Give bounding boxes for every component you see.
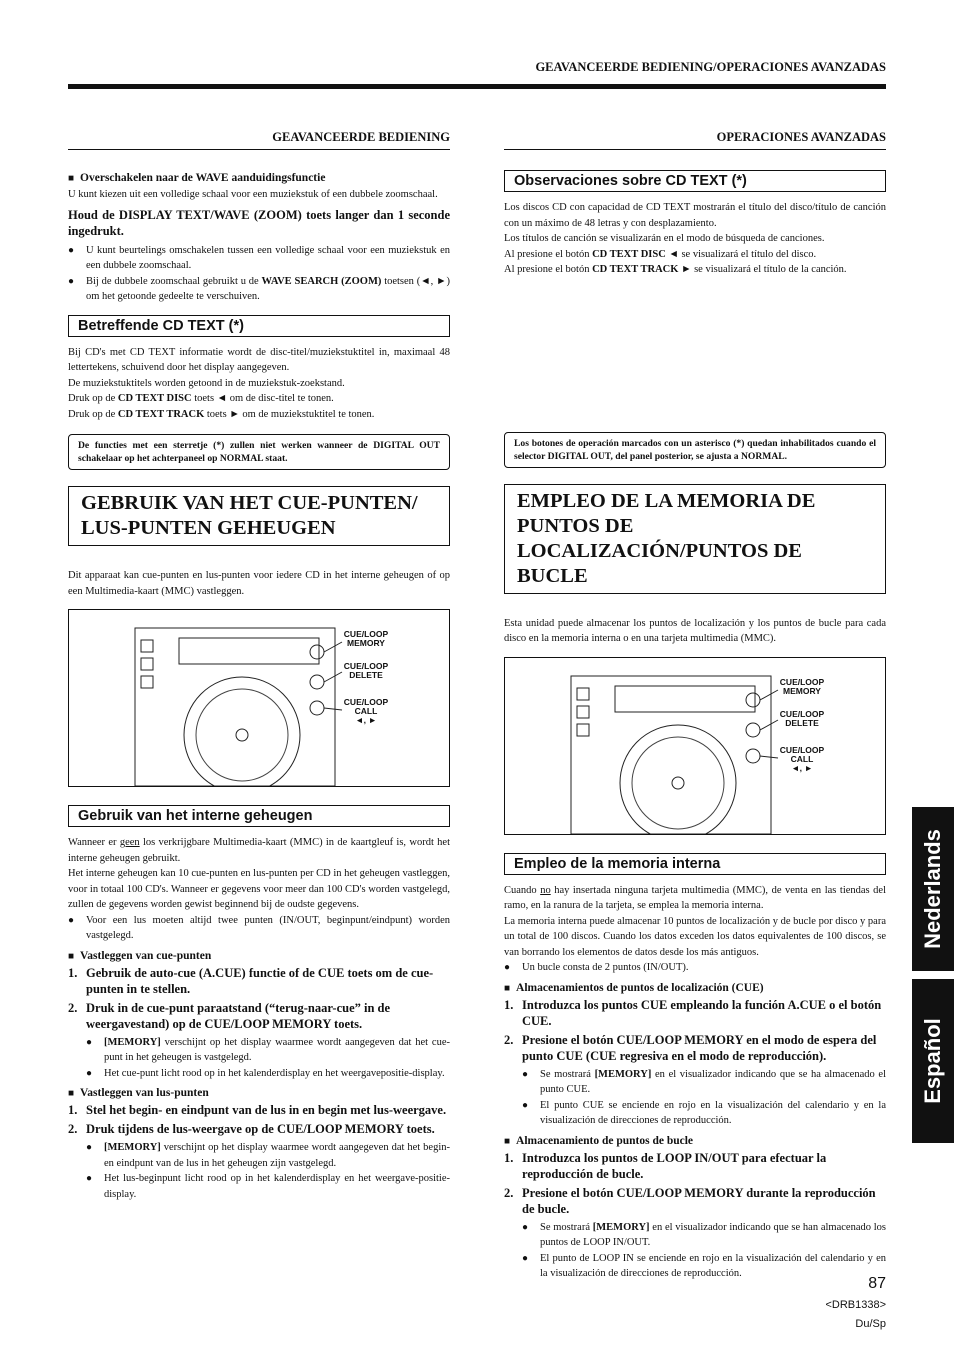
label-call: CUE/LOOP CALL (343, 697, 389, 716)
step: 1. Introduzca los puntos de LOOP IN/OUT para efectuar la reproducción de bucle. (504, 1150, 827, 1181)
cd-player-illustration (69, 610, 449, 786)
label-call: CUE/LOOP CALL (779, 744, 825, 764)
step: 1. Introduzca los puntos CUE empleando la función A.CUE o el botón CUE. (504, 997, 882, 1028)
big-title: GEBRUIK VAN HET CUE-PUNTEN/ LUS-PUNTEN GEHEUGEN (68, 486, 450, 546)
bullet: ● Het lus-beginpunt licht rood op in het kalenderdisplay en het weergave-positie-display. (86, 1171, 450, 1202)
device-figure (68, 609, 450, 787)
bullet: ● Het cue-punt licht rood op in het kalenderdisplay en het weergavepositie-display. (86, 1066, 450, 1082)
label-arrows: ◄, ► (791, 762, 813, 773)
section-heading: OPERACIONES AVANZADAS (504, 130, 886, 150)
tab-espanol: Español (912, 979, 954, 1143)
paragraph: Al presione el botón CD TEXT TRACK ► se visualizará el título de la canción. (504, 264, 847, 275)
tab-nederlands: Nederlands (912, 807, 954, 971)
note-box: Los botones de operación marcados con un asterisco (*) quedan inhabilitados cuando el selector DIGITAL OUT, del panel posterior, se ajusta a NORMAL. (504, 432, 886, 468)
bullet: ● [MEMORY] verschijnt op het display waarmee wordt aangegeven dat het begin- en eindpunt van de lus in het geheugen zijn vastgelegd. (86, 1140, 450, 1171)
bullet: ● Se mostrará [MEMORY] en el visualizador indicando que se han almacenado los puntos de LOOP IN/OUT. (522, 1220, 886, 1251)
label-memory: CUE/LOOP MEMORY (779, 676, 825, 696)
paragraph: Al presione el botón CD TEXT DISC ◄ se visualizará el título del disco. (504, 248, 817, 260)
intro: Dit apparaat kan cue-punten en lus-punten voor iedere CD in het interne geheugen of op een Multimedia-kaart (MMC) vastleggen. (68, 570, 450, 597)
paragraph: Druk op de CD TEXT DISC toets ◄ om de disc-titel te tonen. (68, 393, 334, 404)
instruction: Houd de DISPLAY TEXT/WAVE (ZOOM) toets langer dan 1 seconde ingedrukt. (68, 207, 450, 238)
intro: Esta unidad puede almacenar los puntos de localización y los puntos de bucle para cada disco en la memoria interna o en una tarjeta multimedia (MMC). (504, 617, 886, 644)
subheading: ■ Vastleggen van cue-punten (68, 950, 450, 962)
paragraph: U kunt kiezen uit een volledige schaal voor een muziekstuk of een dubbele zoomschaal. (68, 189, 438, 200)
bullet: ● Un bucle consta de 2 puntos (IN/OUT). (504, 960, 886, 976)
bullet: ● Bij de dubbele zoomschaal gebruikt u de WAVE SEARCH (ZOOM) toetsen (◄, ►) om het getoonde gedeelte te verschuiven. (68, 274, 450, 305)
subheading: ■ Almacenamientos de puntos de localización (CUE) (504, 982, 886, 994)
paragraph: De muziekstuktitels worden getoond in de muziekstuk-zoekstand. (68, 377, 345, 389)
memory-title: Gebruik van het interne geheugen (68, 805, 450, 827)
step: 2. Druk in de cue-punt paraatstand (“terug-naar-cue” in de weergavestand) op de CUE/LOOP MEMORY toets. (68, 1000, 391, 1031)
step: 1. Stel het begin- en eindpunt van de lus in en begin met lus-weergave. (68, 1103, 447, 1117)
language-code: Du/Sp (855, 1318, 886, 1330)
big-title: EMPLEO DE LA MEMORIA DE PUNTOS DE LOCALIZACIÓN/PUNTOS DE BUCLE (504, 484, 886, 594)
page-header: GEAVANCEERDE BEDIENING/OPERACIONES AVANZADAS (535, 60, 886, 74)
step: 1. Gebruik de auto-cue (A.CUE) functie of de CUE toets om de cue-punten in te stellen. (68, 965, 434, 996)
bullet: ● Se mostrará [MEMORY] en el visualizador indicando que se ha almacenado el punto CUE. (522, 1067, 886, 1098)
right-column (504, 130, 886, 1282)
bullet: ● El punto de LOOP IN se enciende en rojo en la visualización del calendario y en la visualización de direcciones de reproducción. (522, 1251, 886, 1282)
label-delete: CUE/LOOP DELETE (779, 708, 825, 728)
device-figure (504, 657, 886, 835)
subheading: ■ Almacenamiento de puntos de bucle (504, 1135, 886, 1147)
note-box: De functies met een sterretje (*) zullen niet werken wanneer de DIGITAL OUT schakelaar op het achterpaneel op NORMAL staat. (68, 434, 450, 470)
paragraph: Wanneer er geen los verkrijgbare Multimedia-kaart (MMC) in de kaartgleuf is, wordt het interne geheugen gebruikt. (68, 837, 450, 864)
cdtext-title: Betreffende CD TEXT (*) (68, 315, 450, 337)
paragraph: Los discos CD con capacidad de CD TEXT mostrarán el título del disco/título de canción con un máximo de 48 letras y con desplazamiento. (504, 202, 886, 229)
paragraph: Druk op de CD TEXT TRACK toets ► om de muziekstuktitel te tonen. (68, 408, 375, 420)
page-number: 87 (868, 1275, 886, 1292)
bullet: ● Voor een lus moeten altijd twee punten (IN/OUT, beginpunt/eindpunt) worden vastgelegd. (68, 913, 450, 944)
section-heading: GEAVANCEERDE BEDIENING (68, 130, 450, 150)
left-column (68, 130, 450, 1202)
header-rule (68, 84, 886, 89)
bullet: ● El punto CUE se enciende en rojo en la visualización del calendario y en la visualización de direcciones de reproducción. (522, 1098, 886, 1129)
doc-code: <DRB1338> (825, 1299, 886, 1311)
memory-title: Empleo de la memoria interna (504, 853, 886, 875)
step: 2. Druk tijdens de lus-weergave op de CUE/LOOP MEMORY toets. (68, 1122, 435, 1136)
subheading: ■ Vastleggen van lus-punten (68, 1087, 450, 1099)
cd-player-illustration (505, 658, 885, 834)
step: 2. Presione el botón CUE/LOOP MEMORY durante la reproducción de bucle. (504, 1185, 876, 1216)
paragraph: Het interne geheugen kan 10 cue-punten en lus-punten per CD in het geheugen vastleggen, voor in totaal 100 CD's. Wanneer er gegevens voor meer dan 100 CD's worden vastgelegd, zullen de gegevens worden gewist beginnend bij de oudste gegevens. (68, 868, 450, 910)
cdtext-title: Observaciones sobre CD TEXT (*) (504, 170, 886, 192)
step: 2. Presione el botón CUE/LOOP MEMORY en el modo de espera del punto CUE (CUE regresiva en el modo de reproducción). (504, 1032, 877, 1063)
label-arrows: ◄, ► (355, 715, 377, 725)
paragraph: Cuando no hay insertada ninguna tarjeta multimedia (MMC), de venta en las tiendas del ramo, en la ranura de la tarjeta, se emplea la memoria interna. (504, 884, 886, 911)
bullet: ● [MEMORY] verschijnt op het display waarmee wordt aangegeven dat het cue-punt in het geheugen is vastgelegd. (86, 1035, 450, 1066)
label-memory: CUE/LOOP MEMORY (343, 629, 389, 648)
label-delete: CUE/LOOP DELETE (343, 661, 389, 680)
paragraph: Los títulos de canción se visualizarán en el modo de búsqueda de canciones. (504, 233, 825, 244)
paragraph: Bij CD's met CD TEXT informatie wordt de disc-titel/muziekstuktitel in, maximaal 48 lettertekens, schuivend door het display aangegeven. (68, 346, 450, 373)
bullet: ● U kunt beurtelings omschakelen tussen een volledige schaal voor een muziekstuk en een dubbele zoomschaal. (68, 243, 450, 274)
subheading: ■ Overschakelen naar de WAVE aanduidingsfunctie (68, 172, 450, 184)
paragraph: La memoria interna puede almacenar 10 puntos de localización y de bucle por disco y para un total de 100 discos. Cuando los datos exceden los datos equivalentes de 100 discos, se van borrando los elementos de datos desde los más antiguos. (504, 915, 886, 958)
